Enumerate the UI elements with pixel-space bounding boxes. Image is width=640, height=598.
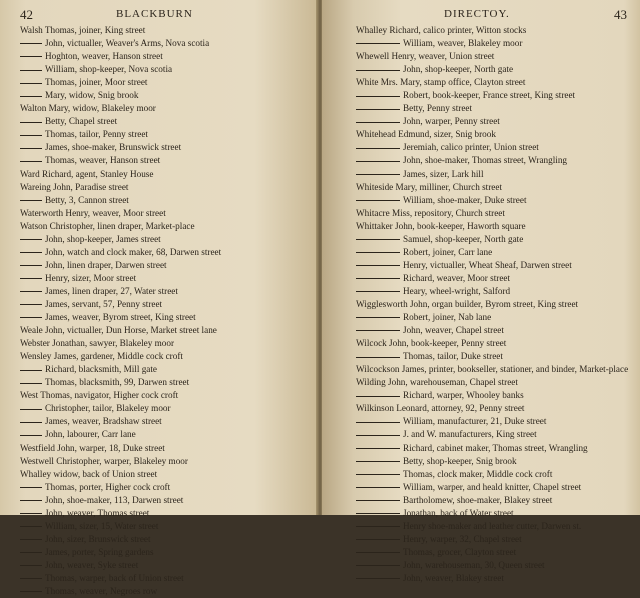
ditto-dash: [20, 291, 42, 292]
ditto-dash: [20, 370, 42, 371]
directory-entry: [356, 572, 636, 585]
directory-entry: [356, 76, 636, 89]
entry-text: William, shop-keeper, Nova scotia: [45, 64, 173, 75]
entry-text: Walsh Thomas, joiner, King street: [20, 25, 146, 35]
entry-text: Thomas, grocer, Clayton street: [403, 546, 517, 557]
directory-entry: [20, 76, 312, 89]
running-head: DIRECTOY.: [444, 8, 510, 20]
entry-text: West Thomas, navigator, Higher cock croft: [20, 390, 179, 401]
entry-text: Henry, sizer, Moor street: [45, 272, 137, 283]
ditto-dash: [356, 330, 400, 331]
page-number: 42: [20, 7, 33, 22]
directory-entry: [356, 115, 636, 128]
entry-text: Thomas, joiner, Moor street: [45, 77, 148, 88]
entry-text: John, warehouseman, 30, Queen street: [403, 559, 545, 570]
entry-text: Robert, joiner, Carr lane: [403, 246, 493, 257]
entry-text: Thomas, weaver, Hanson street: [45, 155, 161, 166]
ditto-dash: [20, 252, 42, 253]
directory-entry: [20, 546, 312, 559]
directory-entry: [356, 559, 636, 572]
ditto-dash: [20, 83, 42, 84]
ditto-dash: [356, 422, 400, 423]
entry-text: J. and W. manufacturers, King street: [403, 429, 537, 440]
entry-text: Hoghton, weaver, Hanson street: [45, 51, 163, 62]
entry-text: Heary, wheel-wright, Salford: [403, 285, 511, 296]
directory-entry: [356, 128, 636, 141]
directory-entry: [356, 285, 636, 298]
entry-text: Bartholomew, shoe-maker, Blakey street: [403, 494, 553, 505]
entry-text: Wilding John, warehouseman, Chapel street: [356, 377, 518, 388]
entry-text: Walton Mary, widow, Blakeley moor: [20, 103, 156, 114]
entry-text: Wilcockson James, printer, bookseller, stationer, and binder, Market-place: [356, 364, 629, 375]
directory-entry: [20, 115, 312, 128]
ditto-dash: [356, 252, 400, 253]
directory-entry: [356, 337, 636, 350]
directory-entry: [356, 455, 636, 468]
directory-entry: [20, 507, 312, 520]
entry-text: Watson Christopher, linen draper, Market-place: [20, 220, 195, 231]
directory-entries-left: [20, 24, 312, 598]
entry-text: Whalley Richard, calico printer, Witton stocks: [356, 25, 527, 35]
ditto-dash: [20, 500, 42, 501]
entry-text: John, shop-keeper, North gate: [403, 64, 514, 75]
ditto-dash: [356, 317, 400, 318]
directory-entry: [20, 154, 312, 167]
ditto-dash: [356, 396, 400, 397]
entry-text: William, shoe-maker, Duke street: [403, 194, 527, 205]
ditto-dash: [356, 500, 400, 501]
directory-entry: [20, 128, 312, 141]
directory-entry: [356, 272, 636, 285]
directory-entry: [20, 50, 312, 63]
ditto-dash: [20, 552, 42, 553]
entry-text: Whitacre Miss, repository, Church street: [356, 207, 505, 218]
ditto-dash: [356, 565, 400, 566]
entry-text: James, weaver, Bradshaw street: [45, 416, 162, 427]
entry-text: Robert, book-keeper, France street, King street: [403, 90, 576, 101]
directory-entry: [356, 181, 636, 194]
directory-entry: [356, 50, 636, 63]
entry-text: John, watch and clock maker, 68, Darwen street: [45, 246, 222, 257]
directory-entry: [20, 585, 312, 598]
directory-entry: [356, 350, 636, 363]
entry-text: Whitehead Edmund, sizer, Snig brook: [356, 129, 496, 140]
ditto-dash: [20, 161, 42, 162]
ditto-dash: [20, 578, 42, 579]
directory-entry: [20, 520, 312, 533]
directory-entry: [356, 233, 636, 246]
ditto-dash: [20, 43, 42, 44]
entry-text: Betty, Penny street: [403, 103, 473, 114]
directory-entry: [356, 298, 636, 311]
ditto-dash: [20, 278, 42, 279]
directory-entry: [20, 415, 312, 428]
entry-text: Samuel, shop-keeper, North gate: [403, 233, 524, 244]
entry-text: White Mrs. Mary, stamp office, Clayton street: [356, 77, 526, 88]
entry-text: Wareing John, Paradise street: [20, 181, 129, 192]
entry-text: John, warper, Penny street: [403, 116, 500, 127]
directory-entry: [20, 141, 312, 154]
directory-entry: [20, 168, 312, 181]
entry-text: John, linen draper, Darwen street: [45, 259, 167, 270]
entry-text: John, weaver, Blakey street: [403, 572, 504, 583]
entry-text: Thomas, porter, Higher cock croft: [45, 481, 171, 492]
directory-entry: [356, 533, 636, 546]
entry-text: James, weaver, Byrom street, King street: [45, 312, 196, 323]
directory-entry: [356, 154, 636, 167]
ditto-dash: [356, 357, 400, 358]
ditto-dash: [356, 526, 400, 527]
directory-entry: [20, 389, 312, 402]
ditto-dash: [356, 70, 400, 71]
directory-entry: [356, 363, 636, 376]
entry-text: Betty, Chapel street: [45, 116, 118, 127]
ditto-dash: [20, 565, 42, 566]
directory-entry: [20, 428, 312, 441]
entry-text: William, manufacturer, 21, Duke street: [403, 416, 547, 427]
entry-text: Mary, widow, Snig brook: [45, 90, 139, 101]
entry-text: Betty, 3, Cannon street: [45, 194, 129, 205]
directory-entry: [356, 220, 636, 233]
ditto-dash: [20, 383, 42, 384]
directory-entry: [356, 311, 636, 324]
entry-text: John, labourer, Carr lane: [45, 429, 136, 440]
ditto-dash: [356, 461, 400, 462]
directory-entry: [20, 311, 312, 324]
entry-text: Betty, shop-keeper, Snig brook: [403, 455, 517, 466]
entry-text: Henry shoe-maker and leather cutter, Darwen st.: [403, 520, 582, 531]
directory-entry: [20, 37, 312, 50]
ditto-dash: [356, 435, 400, 436]
ditto-dash: [356, 109, 400, 110]
ditto-dash: [356, 200, 400, 201]
entry-text: James, linen draper, 27, Water street: [45, 285, 178, 296]
directory-entry: [20, 233, 312, 246]
entry-text: Whalley widow, back of Union street: [20, 468, 158, 479]
directory-entry: [356, 546, 636, 559]
ditto-dash: [20, 96, 42, 97]
entry-text: William, sizer, 15, Water street: [45, 520, 159, 531]
directory-entry: [356, 24, 636, 37]
directory-entry: [20, 259, 312, 272]
directory-entry: [356, 168, 636, 181]
directory-entry: [20, 102, 312, 115]
entry-text: James, porter, Spring gardens: [45, 546, 154, 557]
directory-entry: [20, 481, 312, 494]
directory-entry: [20, 298, 312, 311]
ditto-dash: [20, 70, 42, 71]
ditto-dash: [356, 96, 400, 97]
ditto-dash: [356, 278, 400, 279]
entry-text: John, shoe-maker, Thomas street, Wrangling: [403, 155, 568, 166]
ditto-dash: [356, 291, 400, 292]
entry-text: Westfield John, warper, 18, Duke street: [20, 442, 165, 453]
entry-text: Thomas, warper, back of Union street: [45, 572, 184, 583]
entry-text: Richard, warper, Whooley banks: [403, 390, 524, 401]
directory-entry: [356, 259, 636, 272]
entry-text: John, victualler, Weaver's Arms, Nova scotia: [45, 38, 210, 49]
entry-text: Thomas, clock maker, Middle cock croft: [403, 468, 553, 479]
entry-text: John, shoe-maker, 113, Darwen street: [45, 494, 184, 505]
entry-text: Thomas, tailor, Penny street: [45, 129, 148, 140]
directory-entry: [356, 376, 636, 389]
directory-entry: [356, 89, 636, 102]
ditto-dash: [356, 578, 400, 579]
entry-text: Webster Jonathan, sawyer, Blakeley moor: [20, 338, 175, 349]
entry-text: Wensley James, gardener, Middle cock croft: [20, 351, 183, 362]
directory-entry: [20, 376, 312, 389]
directory-entry: [20, 285, 312, 298]
directory-entry: [356, 63, 636, 76]
page-number: 43: [614, 7, 627, 22]
directory-entry: [20, 337, 312, 350]
directory-entry: [356, 207, 636, 220]
entry-text: Ward Richard, agent, Stanley House: [20, 168, 154, 179]
entry-text: Jonathan, back of Water street: [403, 507, 514, 518]
entry-text: Thomas, tailor, Duke street: [403, 351, 503, 362]
directory-entry: [20, 220, 312, 233]
ditto-dash: [20, 135, 42, 136]
ditto-dash: [356, 448, 400, 449]
ditto-dash: [356, 513, 400, 514]
directory-entry: [20, 533, 312, 546]
directory-entry: [356, 442, 636, 455]
entry-text: Richard, weaver, Moor street: [403, 272, 511, 283]
ditto-dash: [20, 56, 42, 57]
running-head: BLACKBURN: [116, 8, 193, 20]
directory-entry: [356, 481, 636, 494]
ditto-dash: [20, 422, 42, 423]
entry-text: John, weaver, Chapel street: [403, 325, 504, 336]
entry-text: William, weaver, Blakeley moor: [403, 38, 523, 49]
ditto-dash: [20, 200, 42, 201]
right-page: [322, 0, 640, 583]
entry-text: John, sizer, Brunswick street: [45, 533, 151, 544]
directory-entries-right: [356, 24, 636, 585]
entry-text: James, servant, 57, Penny street: [45, 298, 163, 309]
ditto-dash: [356, 539, 400, 540]
ditto-dash: [20, 513, 42, 514]
directory-entry: [20, 181, 312, 194]
ditto-dash: [20, 122, 42, 123]
directory-entry: [356, 468, 636, 481]
directory-entry: [20, 63, 312, 76]
directory-entry: [356, 324, 636, 337]
entry-text: Christopher, tailor, Blakeley moor: [45, 403, 171, 414]
ditto-dash: [356, 552, 400, 553]
ditto-dash: [20, 435, 42, 436]
directory-entry: [20, 324, 312, 337]
directory-entry: [356, 389, 636, 402]
entry-text: Weale John, victualler, Dun Horse, Market street lane: [20, 325, 217, 336]
directory-entry: [20, 24, 312, 37]
entry-text: William, warper, and heald knitter, Chapel street: [403, 481, 582, 492]
entry-text: Whittaker John, book-keeper, Haworth square: [356, 220, 526, 231]
ditto-dash: [20, 304, 42, 305]
ditto-dash: [20, 591, 42, 592]
ditto-dash: [356, 474, 400, 475]
entry-text: John, shop-keeper, James street: [45, 233, 161, 244]
directory-entry: [20, 363, 312, 376]
ditto-dash: [356, 148, 400, 149]
directory-entry: [356, 141, 636, 154]
entry-text: James, sizer, Lark hill: [403, 168, 484, 179]
ditto-dash: [356, 122, 400, 123]
entry-text: Wilkinson Leonard, attorney, 92, Penny street: [356, 403, 525, 414]
entry-text: Wigglesworth John, organ builder, Byrom street, King street: [356, 298, 579, 309]
directory-entry: [356, 102, 636, 115]
entry-text: Thomas, blacksmith, 99, Darwen street: [45, 377, 190, 388]
ditto-dash: [20, 148, 42, 149]
entry-text: Whiteside Mary, milliner, Church street: [356, 181, 502, 192]
directory-entry: [356, 494, 636, 507]
left-page-header: [20, 7, 312, 23]
directory-entry: [20, 194, 312, 207]
entry-text: Henry, warper, 32, Chapel street: [403, 533, 522, 544]
directory-entry: [356, 194, 636, 207]
entry-text: Thomas, weaver, Negroes row: [45, 586, 158, 597]
directory-entry: [20, 207, 312, 220]
entry-text: Richard, blacksmith, Mill gate: [45, 364, 158, 375]
directory-entry: [356, 37, 636, 50]
directory-entry: [20, 455, 312, 468]
directory-entry: [20, 246, 312, 259]
directory-entry: [20, 468, 312, 481]
entry-text: Richard, cabinet maker, Thomas street, Wrangling: [403, 442, 588, 453]
entry-text: Henry, victualler, Wheat Sheaf, Darwen street: [403, 259, 572, 270]
ditto-dash: [20, 317, 42, 318]
ditto-dash: [20, 409, 42, 410]
ditto-dash: [356, 487, 400, 488]
ditto-dash: [20, 487, 42, 488]
ditto-dash: [20, 239, 42, 240]
directory-entry: [356, 415, 636, 428]
entry-text: Whewell Henry, weaver, Union street: [356, 51, 495, 62]
directory-entry: [356, 246, 636, 259]
directory-entry: [20, 272, 312, 285]
entry-text: John, weaver, Syke street: [45, 559, 139, 570]
entry-text: Westwell Christopher, warper, Blakeley moor: [20, 455, 188, 466]
directory-entry: [20, 89, 312, 102]
left-page: [0, 0, 318, 597]
ditto-dash: [20, 539, 42, 540]
directory-entry: [20, 402, 312, 415]
entry-text: Waterworth Henry, weaver, Moor street: [20, 207, 166, 218]
directory-entry: [20, 442, 312, 455]
directory-entry: [356, 507, 636, 520]
directory-entry: [20, 572, 312, 585]
entry-text: Jeremiah, calico printer, Union street: [403, 142, 539, 153]
directory-entry: [356, 402, 636, 415]
directory-entry: [20, 350, 312, 363]
directory-entry: [356, 520, 636, 533]
ditto-dash: [356, 265, 400, 266]
entry-text: John, weaver, Thomas street: [45, 507, 150, 518]
ditto-dash: [356, 43, 400, 44]
directory-entry: [356, 428, 636, 441]
ditto-dash: [356, 174, 400, 175]
entry-text: Robert, joiner, Nab lane: [403, 312, 492, 323]
ditto-dash: [356, 161, 400, 162]
ditto-dash: [20, 526, 42, 527]
ditto-dash: [356, 239, 400, 240]
directory-entry: [20, 494, 312, 507]
directory-entry: [20, 559, 312, 572]
entry-text: Wilcock John, book-keeper, Penny street: [356, 338, 507, 349]
entry-text: James, shoe-maker, Brunswick street: [45, 142, 182, 153]
ditto-dash: [20, 265, 42, 266]
